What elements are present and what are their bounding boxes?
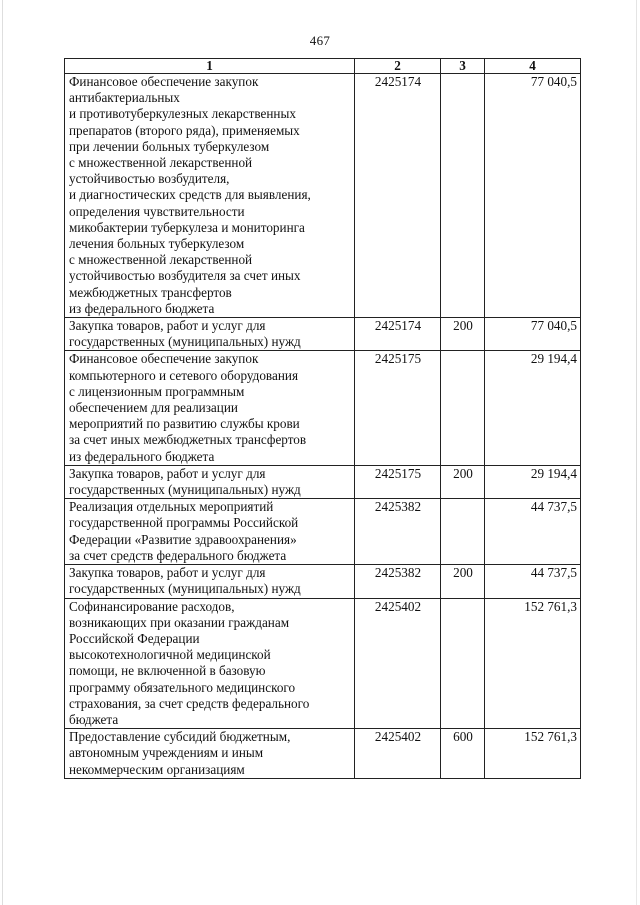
row-code: 2425382 <box>355 499 441 565</box>
row-name: Закупка товаров, работ и услуг для государственных (муниципальных) нужд <box>65 318 355 351</box>
row-name: Предоставление субсидий бюджетным, автономным учреждениям и иным некоммерческим организациям <box>65 729 355 779</box>
header-col-4: 4 <box>485 59 581 74</box>
row-code: 2425175 <box>355 465 441 498</box>
header-col-3: 3 <box>441 59 485 74</box>
header-col-1: 1 <box>65 59 355 74</box>
row-vr: 200 <box>441 565 485 598</box>
table-row <box>65 74 581 318</box>
row-sum: 29 194,4 <box>485 465 581 498</box>
row-code: 2425174 <box>355 318 441 351</box>
table-row <box>65 565 581 598</box>
row-sum: 152 761,3 <box>485 729 581 779</box>
budget-table <box>64 58 581 779</box>
row-vr <box>441 351 485 465</box>
row-sum: 152 761,3 <box>485 598 581 729</box>
scan-edge-left <box>2 0 3 905</box>
table-row <box>65 598 581 729</box>
table-row <box>65 499 581 565</box>
table-row <box>65 729 581 779</box>
row-vr: 600 <box>441 729 485 779</box>
row-sum: 29 194,4 <box>485 351 581 465</box>
row-code: 2425402 <box>355 729 441 779</box>
table-row <box>65 351 581 465</box>
table-row <box>65 318 581 351</box>
row-vr <box>441 499 485 565</box>
row-code: 2425402 <box>355 598 441 729</box>
row-sum: 44 737,5 <box>485 565 581 598</box>
row-sum: 44 737,5 <box>485 499 581 565</box>
page-number: 467 <box>309 33 331 48</box>
table-header <box>65 59 581 74</box>
row-sum: 77 040,5 <box>485 318 581 351</box>
row-name: Реализация отдельных мероприятий государственной программы Российской Федерации «Развитие здравоохранения» за счет средств федерального бюджета <box>65 499 355 565</box>
row-name: Финансовое обеспечение закупок антибактериальных и противотуберкулезных лекарственных препаратов (второго ряда), применяемых при лечении больных туберкулезом с множественной лекарственной устойчивостью возбудителя, и диагностических средств для выявления, определения чувствительности микобактерии туберкулеза и мониторинга лечения больных туберкулезом с множественной лекарственной устойчивостью возбудителя за счет иных межбюджетных трансфертов из федерального бюджета <box>65 74 355 318</box>
table-row <box>65 465 581 498</box>
header-col-2: 2 <box>355 59 441 74</box>
row-vr: 200 <box>441 318 485 351</box>
row-sum: 77 040,5 <box>485 74 581 318</box>
row-vr <box>441 598 485 729</box>
row-vr: 200 <box>441 465 485 498</box>
row-name: Закупка товаров, работ и услуг для государственных (муниципальных) нужд <box>65 565 355 598</box>
row-code: 2425174 <box>355 74 441 318</box>
scan-edge-right <box>636 0 637 905</box>
row-name: Финансовое обеспечение закупок компьютерного и сетевого оборудования с лицензионным программным обеспечением для реализации мероприятий по развитию службы крови за счет иных межбюджетных трансфертов из федерального бюджета <box>65 351 355 465</box>
row-vr <box>441 74 485 318</box>
row-name: Софинансирование расходов, возникающих при оказании гражданам Российской Федерации высокотехнологичной медицинской помощи, не включенной в базовую программу обязательного медицинского страхования, за счет средств федерального бюджета <box>65 598 355 729</box>
header-row <box>65 59 581 74</box>
row-code: 2425382 <box>355 565 441 598</box>
row-code: 2425175 <box>355 351 441 465</box>
row-name: Закупка товаров, работ и услуг для государственных (муниципальных) нужд <box>65 465 355 498</box>
table-body <box>65 74 581 779</box>
